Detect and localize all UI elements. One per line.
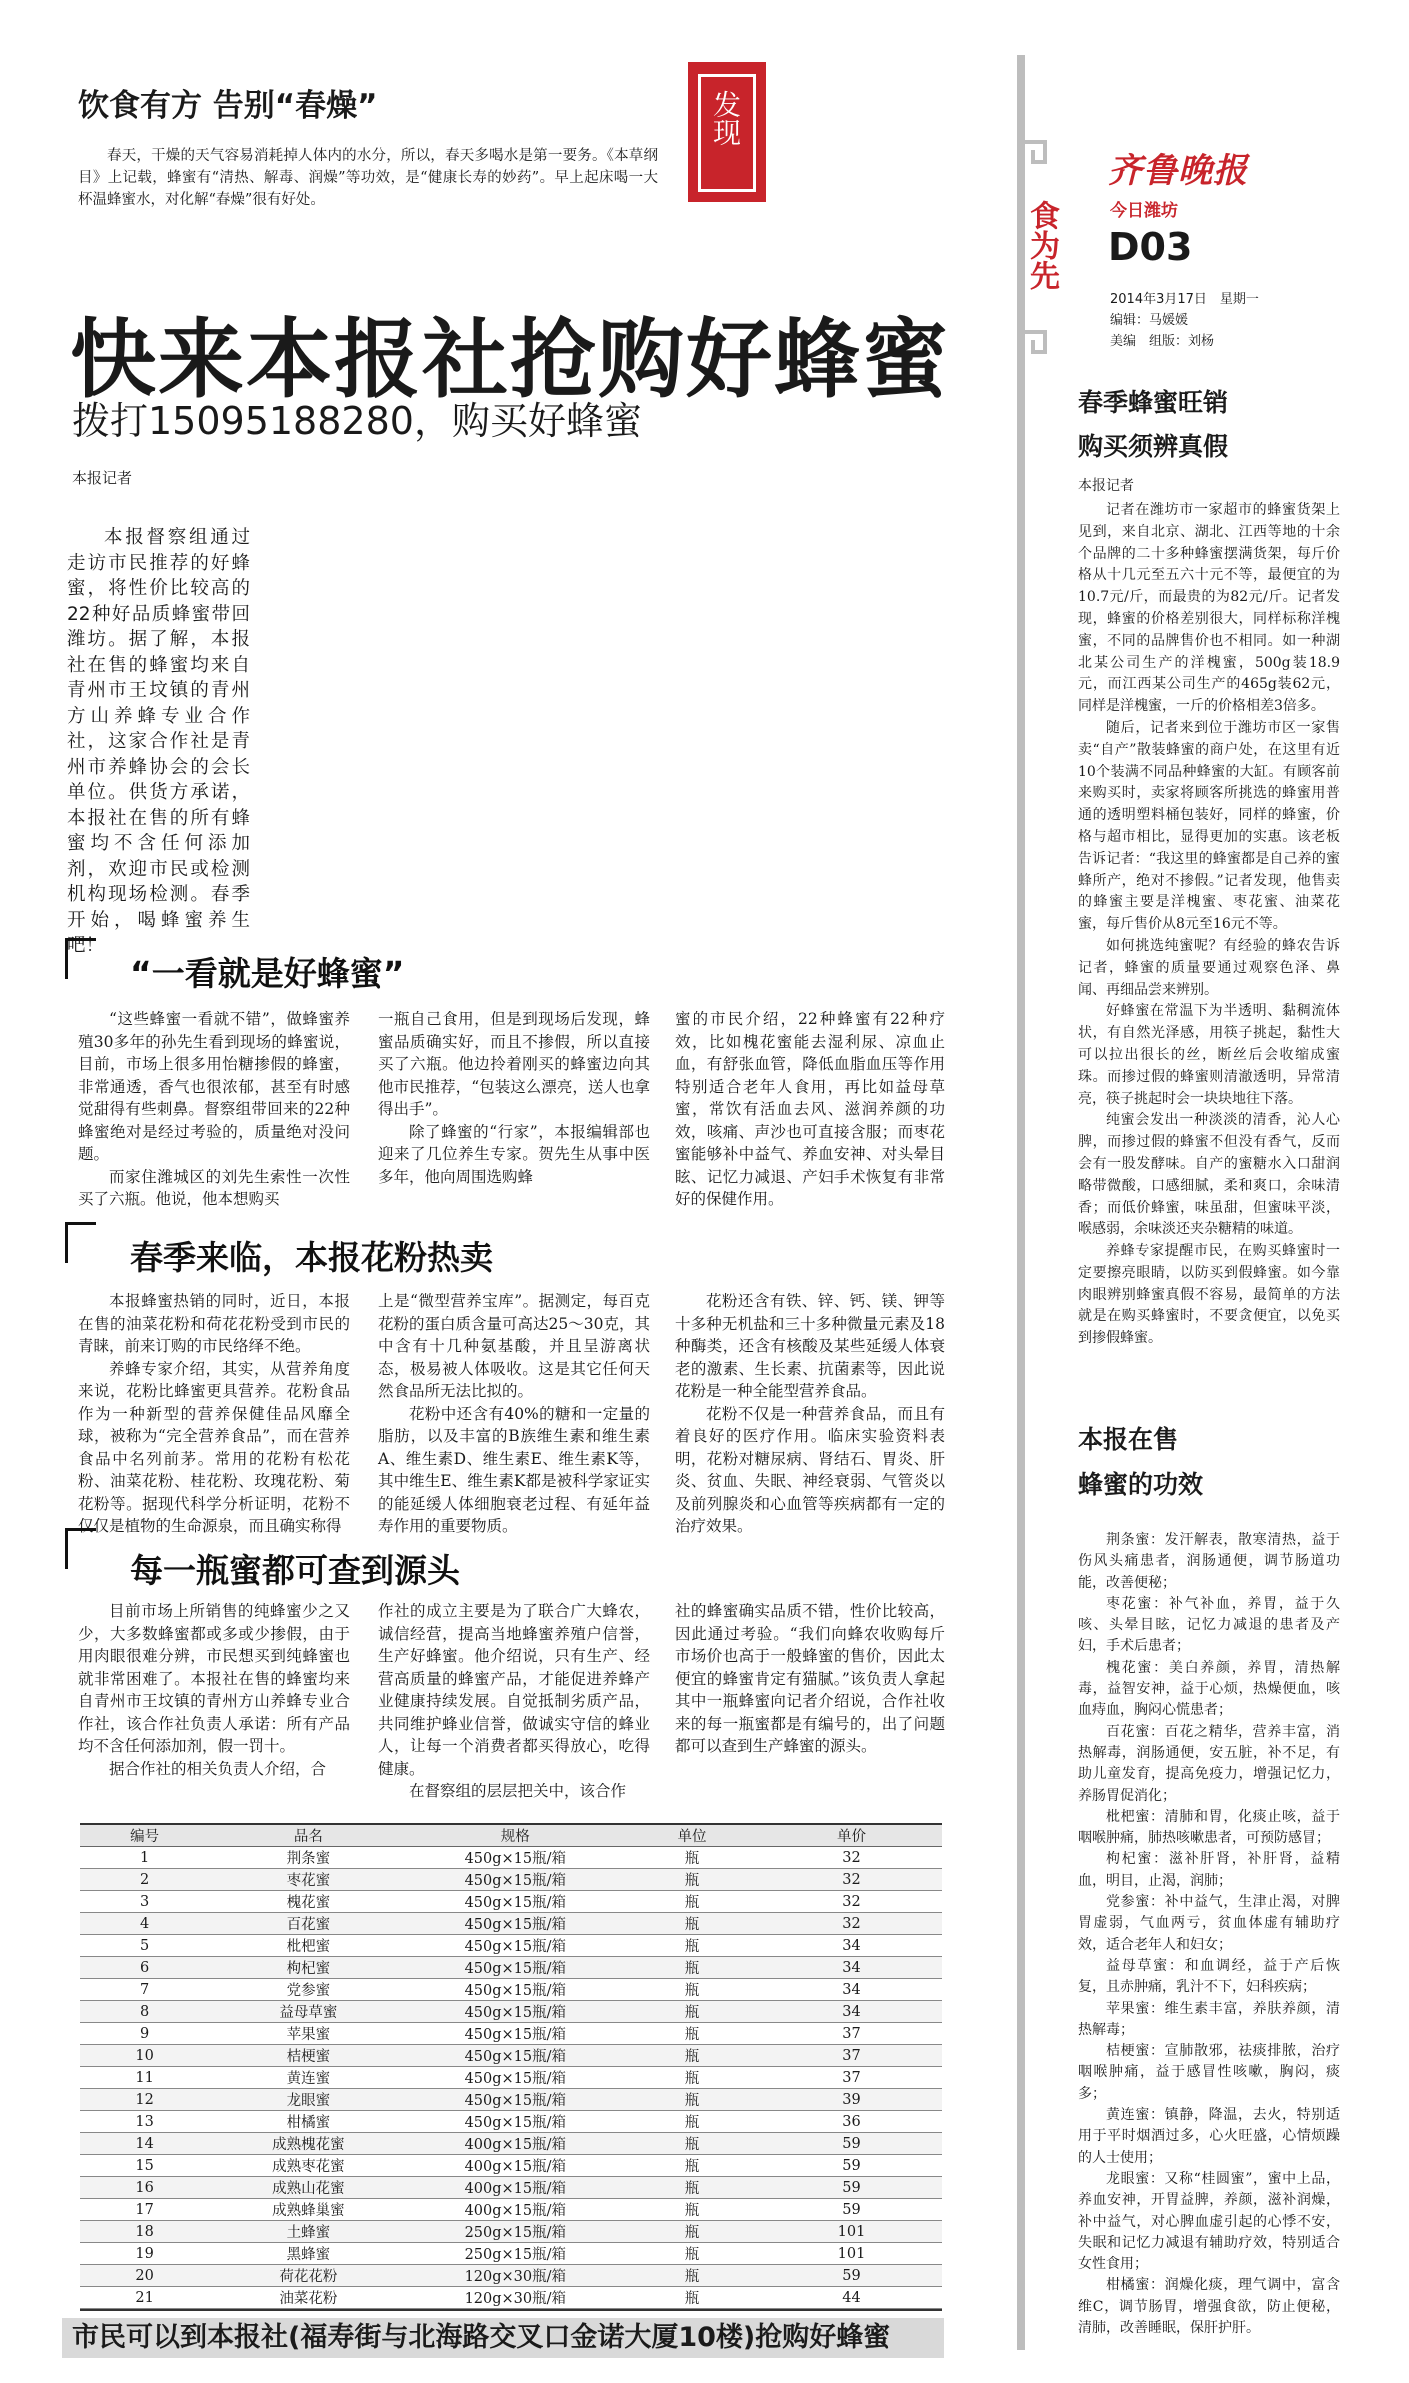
greek-key-ornament-bottom [1025, 330, 1051, 370]
table-row [80, 2221, 942, 2243]
table-row [80, 2001, 942, 2023]
sub-headline: 拨打15095188280，购买好蜂蜜 [72, 399, 642, 443]
table-cell: 44 [761, 2287, 942, 2309]
table-cell: 百花蜜 [209, 1913, 407, 1935]
table-cell: 瓶 [623, 1957, 761, 1979]
table-cell: 250g×15瓶/箱 [408, 2221, 624, 2243]
table-cell: 桔梗蜜 [209, 2045, 407, 2067]
table-cell: 34 [761, 1957, 942, 1979]
table-cell: 32 [761, 1913, 942, 1935]
table-cell: 37 [761, 2023, 942, 2045]
table-header-cell: 品名 [209, 1825, 407, 1847]
sidebar-article2-title2: 蜂蜜的功效 [1078, 1470, 1204, 1499]
table-cell: 枣花蜜 [209, 1869, 407, 1891]
table-cell: 油菜花粉 [209, 2287, 407, 2309]
table-cell: 柑橘蜜 [209, 2111, 407, 2133]
table-cell: 18 [80, 2221, 209, 2243]
table-cell: 36 [761, 2111, 942, 2133]
table-row [80, 2243, 942, 2265]
table-cell: 37 [761, 2067, 942, 2089]
page-number: D03 [1108, 225, 1193, 269]
table-header-row [80, 1825, 942, 1847]
table-cell: 450g×15瓶/箱 [408, 1891, 624, 1913]
table-cell: 成熟槐花蜜 [209, 2133, 407, 2155]
sidebar-article1-title1: 春季蜂蜜旺销 [1078, 388, 1229, 417]
table-cell: 瓶 [623, 2045, 761, 2067]
table-cell: 3 [80, 1891, 209, 1913]
section-title-1: “一看就是好蜂蜜” [130, 954, 405, 993]
table-cell: 党参蜜 [209, 1979, 407, 2001]
table-cell: 10 [80, 2045, 209, 2067]
table-cell: 7 [80, 1979, 209, 2001]
table-cell: 1 [80, 1847, 209, 1869]
table-cell: 瓶 [623, 2243, 761, 2265]
section-title-3: 每一瓶蜜都可查到源头 [130, 1551, 460, 1590]
table-cell: 37 [761, 2045, 942, 2067]
section1-col1: “这些蜂蜜一看就不错”，做蜂蜜养殖30多年的孙先生看到现场的蜂蜜说，目前，市场上很多用怡糖掺假的蜂蜜，非常通透，香气也很浓郁，甚至有时感觉甜得有些刺鼻。督察组带回来的22种蜂蜜绝对是经过考验的，质量绝对没问题。 而家住潍城区的刘先生索性一次性买了六瓶。他说，他本想购买 [78, 1010, 350, 1208]
table-cell: 瓶 [623, 2155, 761, 2177]
table-cell: 32 [761, 1847, 942, 1869]
table-cell: 12 [80, 2089, 209, 2111]
table-cell: 瓶 [623, 2221, 761, 2243]
table-cell: 101 [761, 2221, 942, 2243]
table-cell: 400g×15瓶/箱 [408, 2133, 624, 2155]
section3-col2: 作社的成立主要是为了联合广大蜂农，诚信经营，提高当地蜂蜜养殖户信誉，生产好蜂蜜。他介绍说，只有生产、经营高质量的蜂蜜产品，才能促进养蜂产业健康持续发展。自觉抵制劣质产品，共同维护蜂业信誉，做诚实守信的蜂业人，让每一个消费者都买得放心，吃得健康。 在督察组的层层把关中，该合作 [378, 1602, 650, 1800]
section1-col3: 蜜的市民介绍，22种蜂蜜有22种疗效，比如槐花蜜能去湿利尿、凉血止血，有舒张血管，降低血脂血压等作用特别适合老年人食用，再比如益母草蜜，常饮有活血去风、滋润养颜的功效，咳痛、声沙也可直接含服；而枣花蜜能够补中益气、养血安神、对头晕目眩、记忆力减退、产妇手术恢复有非常好的保健作用。 [675, 1010, 945, 1208]
table-cell: 250g×15瓶/箱 [408, 2243, 624, 2265]
section-bracket [65, 938, 96, 979]
table-cell: 瓶 [623, 1935, 761, 1957]
table-cell: 39 [761, 2089, 942, 2111]
byline: 本报记者 [72, 469, 133, 487]
intro-paragraph: 春天，干燥的天气容易消耗掉人体内的水分，所以，春天多喝水是第一要务。《本草纲目》上记载，蜂蜜有“清热、解毒、润燥”等功效，是“健康长寿的妙药”。早上起床喝一大杯温蜂蜜水，对化解“春燥”很有好处。 [78, 148, 658, 208]
table-cell: 瓶 [623, 2177, 761, 2199]
table-cell: 450g×15瓶/箱 [408, 1979, 624, 2001]
table-cell: 400g×15瓶/箱 [408, 2177, 624, 2199]
section2-col1: 本报蜂蜜热销的同时，近日，本报在售的油菜花粉和荷花花粉受到市民的青睐，前来订购的市民络绎不绝。 养蜂专家介绍，其实，从营养角度来说，花粉比蜂蜜更具营养。花粉食品作为一种新型的营养保健佳品风靡全球，被称为“完全营养食品”，而在营养食品中名列前茅。常用的花粉有松花粉、油菜花粉、桂花粉、玫瑰花粉、菊花粉等。据现代科学分析证明，花粉不仅仅是植物的生命源泉，而且确实称得 [78, 1292, 350, 1535]
table-row [80, 2177, 942, 2199]
table-cell: 槐花蜜 [209, 1891, 407, 1913]
edition-label: 今日潍坊 [1110, 201, 1178, 221]
table-cell: 瓶 [623, 1847, 761, 1869]
table-cell: 15 [80, 2155, 209, 2177]
table-cell: 450g×15瓶/箱 [408, 1869, 624, 1891]
table-cell: 5 [80, 1935, 209, 1957]
table-cell: 益母草蜜 [209, 2001, 407, 2023]
table-cell: 成熟山花蜜 [209, 2177, 407, 2199]
table-cell: 450g×15瓶/箱 [408, 2111, 624, 2133]
table-cell: 瓶 [623, 1869, 761, 1891]
sidebar-article1-byline: 本报记者 [1078, 478, 1134, 494]
table-cell: 枸杞蜜 [209, 1957, 407, 1979]
table-header-cell: 单位 [623, 1825, 761, 1847]
table-cell: 瓶 [623, 2287, 761, 2309]
table-cell: 16 [80, 2177, 209, 2199]
table-cell: 120g×30瓶/箱 [408, 2287, 624, 2309]
section-title-2: 春季来临，本报花粉热卖 [130, 1238, 493, 1277]
table-cell: 荷花花粉 [209, 2265, 407, 2287]
table-cell: 450g×15瓶/箱 [408, 2089, 624, 2111]
issue-date: 2014年3月17日 星期一 [1110, 292, 1259, 307]
table-cell: 59 [761, 2177, 942, 2199]
table-row [80, 2111, 942, 2133]
table-cell: 瓶 [623, 2265, 761, 2287]
table-cell: 450g×15瓶/箱 [408, 2067, 624, 2089]
table-cell: 8 [80, 2001, 209, 2023]
table-row [80, 2155, 942, 2177]
table-row [80, 2067, 942, 2089]
table-cell: 瓶 [623, 1913, 761, 1935]
table-cell: 瓶 [623, 2111, 761, 2133]
table-row [80, 2023, 942, 2045]
table-cell: 20 [80, 2265, 209, 2287]
table-cell: 101 [761, 2243, 942, 2265]
table-cell: 11 [80, 2067, 209, 2089]
table-cell: 瓶 [623, 2199, 761, 2221]
table-cell: 59 [761, 2155, 942, 2177]
table-row [80, 2287, 942, 2309]
section2-col3: 花粉还含有铁、锌、钙、镁、钾等十多种无机盐和三十多种微量元素及18种酶类，还含有核酸及某些延缓人体衰老的激素、生长素、抗菌素等，因此说花粉是一种全能型营养食品。 花粉不仅是一种营养食品，而且有着良好的医疗作用。临床实验资料表明，花粉对糖尿病、肾结石、胃炎、肝炎、贫血、失眠、神经衰弱、气管炎以及前列腺炎和心血管等疾病都有一定的治疗效果。 [675, 1292, 945, 1535]
table-row [80, 1891, 942, 1913]
table-cell: 4 [80, 1913, 209, 1935]
designer-credit: 美编 组版：刘杨 [1110, 334, 1215, 349]
table-cell: 瓶 [623, 1891, 761, 1913]
table-row [80, 2265, 942, 2287]
table-header-cell: 编号 [80, 1825, 209, 1847]
table-cell: 14 [80, 2133, 209, 2155]
table-cell: 450g×15瓶/箱 [408, 1935, 624, 1957]
table-cell: 34 [761, 1935, 942, 1957]
table-cell: 瓶 [623, 2001, 761, 2023]
table-cell: 59 [761, 2199, 942, 2221]
lead-paragraph: 本报督察组通过走访市民推荐的好蜂蜜，将性价比较高的22种好品质蜂蜜带回潍坊。据了解，本报社在售的蜂蜜均来自青州市王坟镇的青州方山养蜂专业合作社，这家合作社是青州市养蜂协会的会长单位。供货方承诺，本报社在售的所有蜂蜜均不含任何添加剂，欢迎市民或检测机构现场检测。春季开始，喝蜂蜜养生吧！ [67, 527, 250, 956]
table-cell: 400g×15瓶/箱 [408, 2199, 624, 2221]
table-cell: 450g×15瓶/箱 [408, 2045, 624, 2067]
table-cell: 9 [80, 2023, 209, 2045]
sidebar-rule [1017, 55, 1025, 2350]
table-cell: 400g×15瓶/箱 [408, 2155, 624, 2177]
table-cell: 450g×15瓶/箱 [408, 1957, 624, 1979]
table-cell: 瓶 [623, 2023, 761, 2045]
footer-banner-text: 市民可以到本报社(福寿街与北海路交叉口金诺大厦10楼)抢购好蜂蜜 [72, 2322, 891, 2353]
sidebar-article1-body: 记者在潍坊市一家超市的蜂蜜货架上见到，来自北京、湖北、江西等地的十余个品牌的二十多种蜂蜜摆满货架，每斤价格从十几元至五六十元不等，最便宜的为10.7元/斤，而最贵的为82元/斤。记者发现，蜂蜜的价格差别很大，同样标称洋槐蜜，不同的品牌售价也不相同。如一种湖北某公司生产的洋槐蜜，500g装18.9元，而江西某公司生产的465g装62元，同样是洋槐蜜，一斤的价格相差3倍多。 随后，记者来到位于潍坊市区一家售卖“自产”散装蜂蜜的商户处，在这里有近10个装满不同品种蜂蜜的大缸。有顾客前来购买时，卖家将顾客所挑选的蜂蜜用普通的透明塑料桶包装好，同样的蜂蜜，价格与超市相比，显得更加的实惠。该老板告诉记者：“我这里的蜂蜜都是自己养的蜜蜂所产，绝对不掺假。”记者发现，他售卖的蜂蜜主要是洋槐蜜、枣花蜜、油菜花蜜，每斤售价从8元至16元不等。 如何挑选纯蜜呢？有经验的蜂农告诉记者，蜂蜜的质量要通过观察色泽、鼻闻、再细品尝来辨别。 好蜂蜜在常温下为半透明、黏稠流体状，有自然光泽感，用筷子挑起，黏性大可以拉出很长的丝，断丝后会收缩成蜜珠。而掺过假的蜂蜜则清澈透明，异常清亮，筷子挑起时会一块块地往下落。 纯蜜会发出一种淡淡的清香，沁人心脾，而掺过假的蜂蜜不但没有香气，反而会有一股发酵味。自产的蜜糖水入口甜润略带微酸，口感细腻，柔和爽口，余味清香；而低价蜂蜜，味虽甜，但蜜味平淡，喉感弱，余味淡还夹杂糖精的味道。 养蜂专家提醒市民，在购买蜂蜜时一定要擦亮眼睛，以防买到假蜂蜜。如今靠肉眼辨别蜂蜜真假不容易，最简单的方法就是在购买蜂蜜时，不要贪便宜，以免买到掺假蜂蜜。 [1078, 502, 1340, 1347]
table-cell: 32 [761, 1869, 942, 1891]
table-cell: 32 [761, 1891, 942, 1913]
table-cell: 苹果蜜 [209, 2023, 407, 2045]
table-cell: 成熟蜂巢蜜 [209, 2199, 407, 2221]
table-header-cell: 规格 [408, 1825, 624, 1847]
table-row [80, 1847, 942, 1869]
table-cell: 瓶 [623, 2089, 761, 2111]
table-row [80, 2199, 942, 2221]
sidebar-article1-title2: 购买须辨真假 [1078, 432, 1229, 461]
table-row [80, 1935, 942, 1957]
editor-credit: 编辑：马媛媛 [1110, 313, 1189, 328]
paper-logo: 齐鲁晚报 [1108, 151, 1248, 191]
table-row [80, 2133, 942, 2155]
table-header-cell: 单价 [761, 1825, 942, 1847]
table-row [80, 1913, 942, 1935]
table-cell: 17 [80, 2199, 209, 2221]
sidebar-article2-body: 荆条蜜：发汗解表，散寒清热，益于伤风头痛患者，润肠通便，调节肠道功能，改善便秘； 枣花蜜：补气补血，养胃，益于久咳、头晕目眩，记忆力减退的患者及产妇，手术后患者； 槐花蜜：美白养颜，养胃，清热解毒，益智安神，益于心烦，热燥便血，咳血痔血，胸闷心慌患者； 百花蜜：百花之精华，营养丰富，消热解毒，润肠通便，安五脏，补不足，有助儿童发育，提高免疫力，增强记忆力，养肠胃促消化； 枇杷蜜：清肺和胃，化痰止咳，益于咽喉肿痛，肺热咳嗽患者，可预防感冒； 枸杞蜜：滋补肝肾，补肝肾，益精血，明目，止渴，润肺； 党参蜜：补中益气，生津止渴，对脾胃虚弱，气血两亏，贫血体虚有辅助疗效，适合老年人和妇女； 益母草蜜：和血调经，益于产后恢复，且赤肿痛，乳汁不下，妇科疾病； 苹果蜜：维生素丰富，养肤养颜，清热解毒； 桔梗蜜：宣肺散邪，祛痰排脓，治疗咽喉肿痛，益于感冒性咳嗽，胸闷，痰多； 黄连蜜：镇静，降温，去火，特别适用于平时烟酒过多，心火旺盛，心情烦躁的人士使用； 龙眼蜜：又称“桂圆蜜”，蜜中上品，养血安神，开胃益脾，养颜，滋补润燥，补中益气，对心脾血虚引起的心悸不安，失眠和记忆力减退有辅助疗效，特别适合女性食用； 柑橘蜜：润燥化痰，理气调中，富含维C，调节肠胃，增强食欲，防止便秘，清肺，改善睡眠，保肝护肝。 [1078, 1532, 1340, 2336]
section2-col2: 上是“微型营养宝库”。据测定，每百克花粉的蛋白质含量可高达25～30克，其中含有十几种氨基酸，并且呈游离状态，极易被人体吸收。这是其它任何天然食品所无法比拟的。 花粉中还含有40%的糖和一定量的脂肪，以及丰富的B族维生素和维生素A、维生素D、维生素E、维生素K等，其中维生E、维生素K都是被科学家证实的能延缓人体细胞衰老过程、有延年益寿作用的重要物质。 [378, 1292, 650, 1535]
section-bracket [65, 1222, 96, 1263]
table-cell: 450g×15瓶/箱 [408, 2023, 624, 2045]
table-cell: 龙眼蜜 [209, 2089, 407, 2111]
table-cell: 2 [80, 1869, 209, 1891]
section3-col3: 社的蜂蜜确实品质不错，性价比较高，因此通过考验。“我们向蜂农收购每斤市场价也高于一般蜂蜜的售价，因此太便宜的蜂蜜肯定有猫腻。”该负责人拿起其中一瓶蜂蜜向记者介绍说，合作社收来的每一瓶蜜都是有编号的，出了问题都可以查到生产蜂蜜的源头。 [675, 1602, 945, 1755]
table-cell: 瓶 [623, 1979, 761, 2001]
footer-banner [62, 2318, 944, 2358]
table-cell: 枇杷蜜 [209, 1935, 407, 1957]
table-cell: 120g×30瓶/箱 [408, 2265, 624, 2287]
page-kicker: 饮食有方 告别“春燥” [78, 88, 378, 124]
table-cell: 荆条蜜 [209, 1847, 407, 1869]
table-row [80, 1979, 942, 2001]
table-cell: 13 [80, 2111, 209, 2133]
table-cell: 450g×15瓶/箱 [408, 2001, 624, 2023]
table-cell: 21 [80, 2287, 209, 2309]
price-table [80, 1823, 942, 2311]
section-bracket [65, 1528, 96, 1569]
table-cell: 黑蜂蜜 [209, 2243, 407, 2265]
stamp-badge [688, 62, 766, 202]
greek-key-ornament-top [1025, 140, 1051, 180]
table-cell: 黄连蜜 [209, 2067, 407, 2089]
stamp-text: 发现 [709, 90, 742, 146]
table-row [80, 2045, 942, 2067]
table-cell: 6 [80, 1957, 209, 1979]
table-cell: 34 [761, 1979, 942, 2001]
table-cell: 59 [761, 2133, 942, 2155]
table-row [80, 1869, 942, 1891]
table-cell: 450g×15瓶/箱 [408, 1847, 624, 1869]
table-cell: 瓶 [623, 2067, 761, 2089]
table-cell: 59 [761, 2265, 942, 2287]
table-cell: 瓶 [623, 2133, 761, 2155]
table-cell: 19 [80, 2243, 209, 2265]
sidebar-article2-title1: 本报在售 [1078, 1425, 1179, 1454]
table-row [80, 2089, 942, 2111]
table-cell: 土蜂蜜 [209, 2221, 407, 2243]
section1-col2: 一瓶自己食用，但是到现场后发现，蜂蜜品质确实好，而且不掺假，所以直接买了六瓶。他边拎着刚买的蜂蜜边向其他市民推荐，“包装这么漂亮，送人也拿得出手”。 除了蜂蜜的“行家”，本报编辑部也迎来了几位养生专家。贺先生从事中医多年，他向周围选购蜂 [378, 1010, 650, 1186]
table-row [80, 1957, 942, 1979]
headline: 快来本报社抢购好蜂蜜 [70, 310, 950, 410]
table-cell: 450g×15瓶/箱 [408, 1913, 624, 1935]
section3-col1: 目前市场上所销售的纯蜂蜜少之又少，大多数蜂蜜都或多或少掺假，由于用肉眼很难分辨，市民想买到纯蜂蜜也就非常困难了。本报社在售的蜂蜜均来自青州市王坟镇的青州方山养蜂专业合作社，该合作社负责人承诺：所有产品均不含任何添加剂，假一罚十。 据合作社的相关负责人介绍，合 [78, 1602, 350, 1778]
section-vertical-label: 食为先 [1024, 200, 1059, 290]
table-cell: 34 [761, 2001, 942, 2023]
table-cell: 成熟枣花蜜 [209, 2155, 407, 2177]
